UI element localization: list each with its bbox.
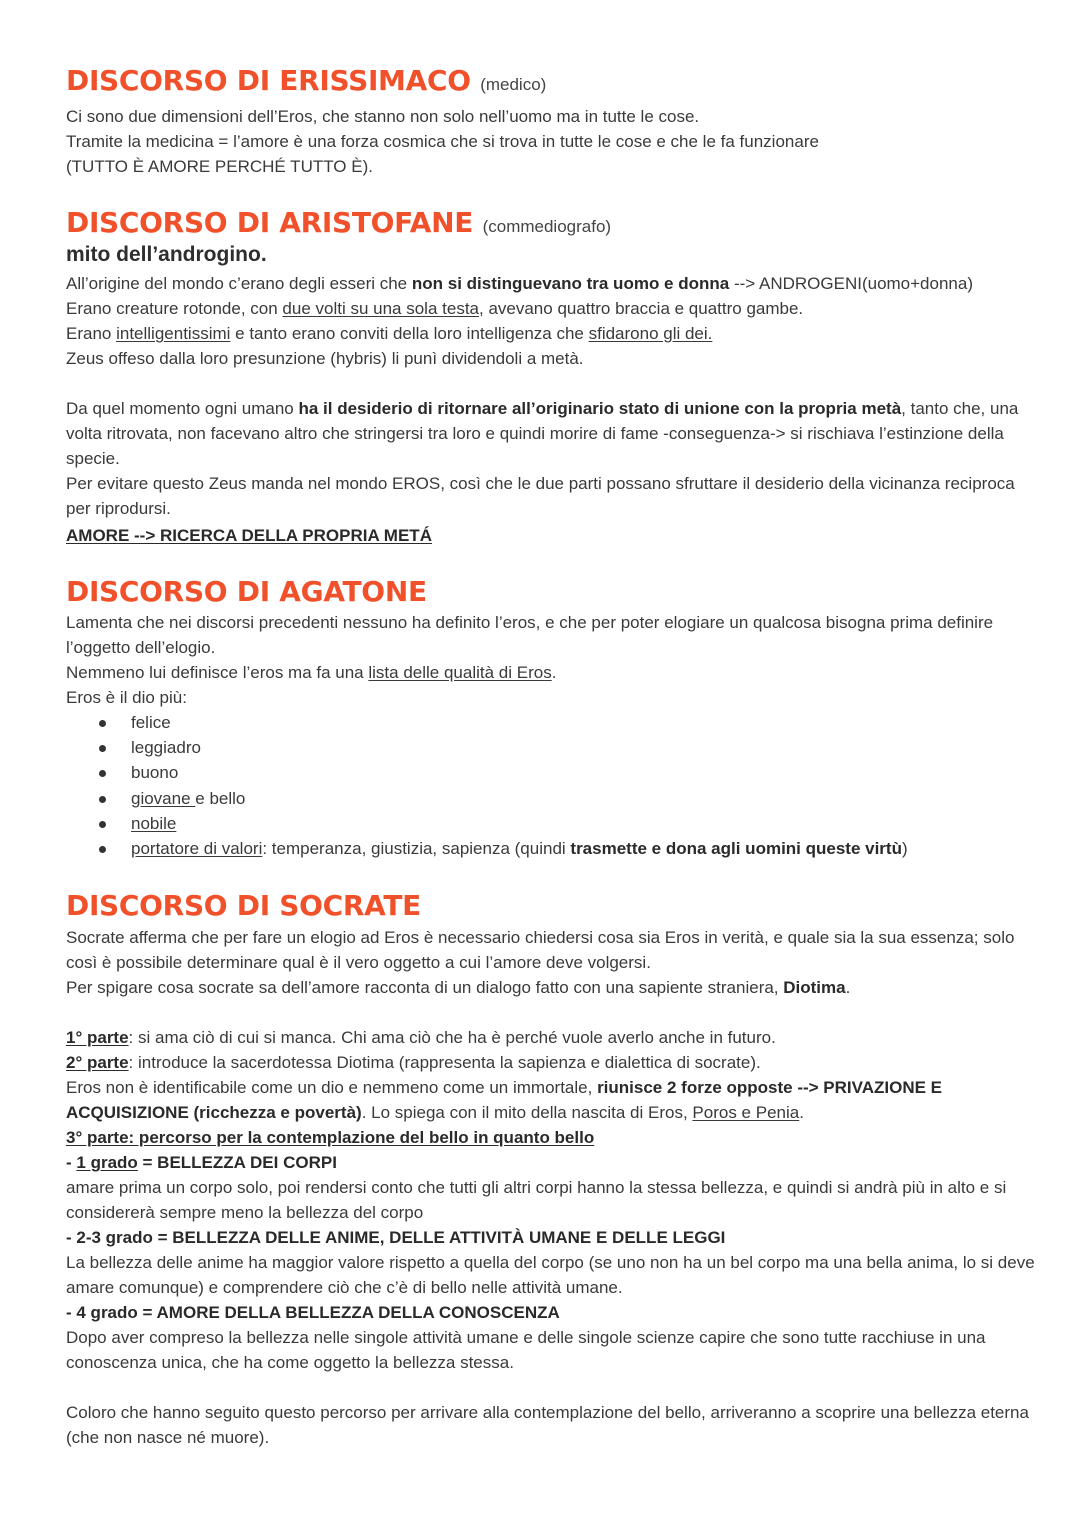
section-aristofane	[66, 208, 1036, 548]
erissimaco-line-2: Tramite la medicina = l’amore è una forza cosmica che si trova in tutte le cose e che le fa funzionare	[66, 132, 819, 151]
agatone-paragraph-2: Nemmeno lui definisce l’eros ma fa una lista delle qualità di Eros.	[66, 663, 557, 682]
heading-erissimaco	[66, 66, 1036, 100]
heading-agatone	[66, 577, 1036, 607]
aristofane-line-1: All’origine del mondo c’erano degli esseri che non si distinguevano tra uomo e donna --> ANDROGENI(uomo+donna)	[66, 274, 973, 293]
list-item: giovane e bello	[66, 786, 1036, 811]
socrate-paragraph-2: Per spigare cosa socrate sa dell’amore racconta di un dialogo fatto con una sapiente straniera, Diotima.	[66, 978, 851, 997]
socrate-grade-4-heading: - 4 grado = AMORE DELLA BELLEZZA DELLA CONOSCENZA	[66, 1303, 560, 1322]
agatone-paragraph-3: Eros è il dio più:	[66, 688, 187, 707]
list-item: felice	[66, 710, 1036, 735]
erissimaco-line-3: (TUTTO È AMORE PERCHÉ TUTTO È).	[66, 157, 373, 176]
socrate-grade-1-text: amare prima un corpo solo, poi rendersi conto che tutti gli altri corpi hanno la stessa bellezza, e quindi si andrà più in alto e si considererà sempre meno la bellezza del corpo	[66, 1178, 1007, 1222]
aristofane-subtitle: mito dell’androgino.	[66, 243, 267, 266]
agatone-paragraph-1: Lamenta che nei discorsi precedenti nessuno ha definito l’eros, e che per poter elogiare un qualcosa bisogna prima definire l’oggetto dell’elogio.	[66, 613, 994, 657]
heading-erissimaco-note: (medico)	[480, 75, 547, 94]
heading-aristofane-title: DISCORSO DI ARISTOFANE	[66, 206, 474, 239]
heading-socrate	[66, 891, 1036, 921]
socrate-grade-4-text: Dopo aver compreso la bellezza nelle singole attività umane e delle singole scienze capire che sono tutte racchiuse in una conoscenza unica, che ha come oggetto la bellezza stessa.	[66, 1328, 986, 1372]
erissimaco-line-1: Ci sono due dimensioni dell’Eros, che stanno non solo nell’uomo ma in tutte le cose.	[66, 107, 700, 126]
socrate-grade-2-heading: - 2-3 grado = BELLEZZA DELLE ANIME, DELLE ATTIVITÀ UMANE E DELLE LEGGI	[66, 1228, 726, 1247]
list-item: nobile	[66, 811, 1036, 836]
list-item: buono	[66, 760, 1036, 785]
section-erissimaco	[66, 66, 1036, 179]
socrate-final-paragraph: Coloro che hanno seguito questo percorso per arrivare alla contemplazione del bello, arriveranno a scoprire una bellezza eterna (che non nasce né muore).	[66, 1403, 1029, 1447]
heading-agatone-title: DISCORSO DI AGATONE	[66, 575, 427, 608]
section-socrate	[66, 891, 1036, 1450]
aristofane-conclusion: AMORE --> RICERCA DELLA PROPRIA METÁ	[66, 526, 432, 545]
section-agatone	[66, 577, 1036, 861]
heading-socrate-title: DISCORSO DI SOCRATE	[66, 889, 421, 922]
heading-erissimaco-title: DISCORSO DI ERISSIMACO	[66, 64, 471, 97]
heading-aristofane	[66, 208, 1036, 242]
aristofane-line-4: Zeus offeso dalla loro presunzione (hybris) li punì dividendoli a metà.	[66, 349, 584, 368]
socrate-part-1: 1° parte: si ama ciò di cui si manca. Chi ama ciò che ha è perché vuole averlo anche in futuro.	[66, 1028, 776, 1047]
socrate-paragraph-1: Socrate afferma che per fare un elogio ad Eros è necessario chiedersi cosa sia Eros in verità, e quale sia la sua essenza; solo così è possibile determinare qual è il vero oggetto a cui l’amore deve volgersi.	[66, 928, 1015, 972]
list-item: portatore di valori: temperanza, giustizia, sapienza (quindi trasmette e dona agli uomini queste virtù)	[66, 836, 1036, 861]
socrate-part-2: 2° parte: introduce la sacerdotessa Diotima (rappresenta la sapienza e dialettica di socrate).	[66, 1053, 761, 1072]
socrate-eros-paragraph: Eros non è identificabile come un dio e nemmeno come un immortale, riunisce 2 forze opposte --> PRIVAZIONE E ACQUISIZIONE (ricchezza e povertà). Lo spiega con il mito della nascita di Eros, Poros e Penia.	[66, 1078, 943, 1122]
list-item: leggiadro	[66, 735, 1036, 760]
aristofane-paragraph-3: Per evitare questo Zeus manda nel mondo EROS, così che le due parti possano sfruttare il desiderio della vicinanza reciproca per riprodursi.	[66, 474, 1015, 518]
heading-aristofane-note: (commediografo)	[482, 217, 612, 236]
aristofane-line-2: Erano creature rotonde, con due volti su una sola testa, avevano quattro braccia e quattro gambe.	[66, 299, 804, 318]
socrate-part-3: 3° parte: percorso per la contemplazione del bello in quanto bello	[66, 1128, 595, 1147]
aristofane-paragraph-2: Da quel momento ogni umano ha il desiderio di ritornare all’originario stato di unione con la propria metà, tanto che, una volta ritrovata, non facevano altro che stringersi tra loro e quindi morire di fame -conseguenza-> si rischiava l’estinzione della specie.	[66, 399, 1019, 468]
socrate-grade-2-text: La bellezza delle anime ha maggior valore rispetto a quella del corpo (se uno non ha un bel corpo ma una bella anima, lo si deve amare comunque) e comprendere ciò che c’è di bello nelle attività umane.	[66, 1253, 1035, 1297]
aristofane-line-3: Erano intelligentissimi e tanto erano conviti della loro intelligenza che sfidarono gli dei.	[66, 324, 713, 343]
agatone-qualities-list	[66, 710, 1036, 861]
socrate-grade-1-heading: - 1 grado = BELLEZZA DEI CORPI	[66, 1153, 337, 1172]
